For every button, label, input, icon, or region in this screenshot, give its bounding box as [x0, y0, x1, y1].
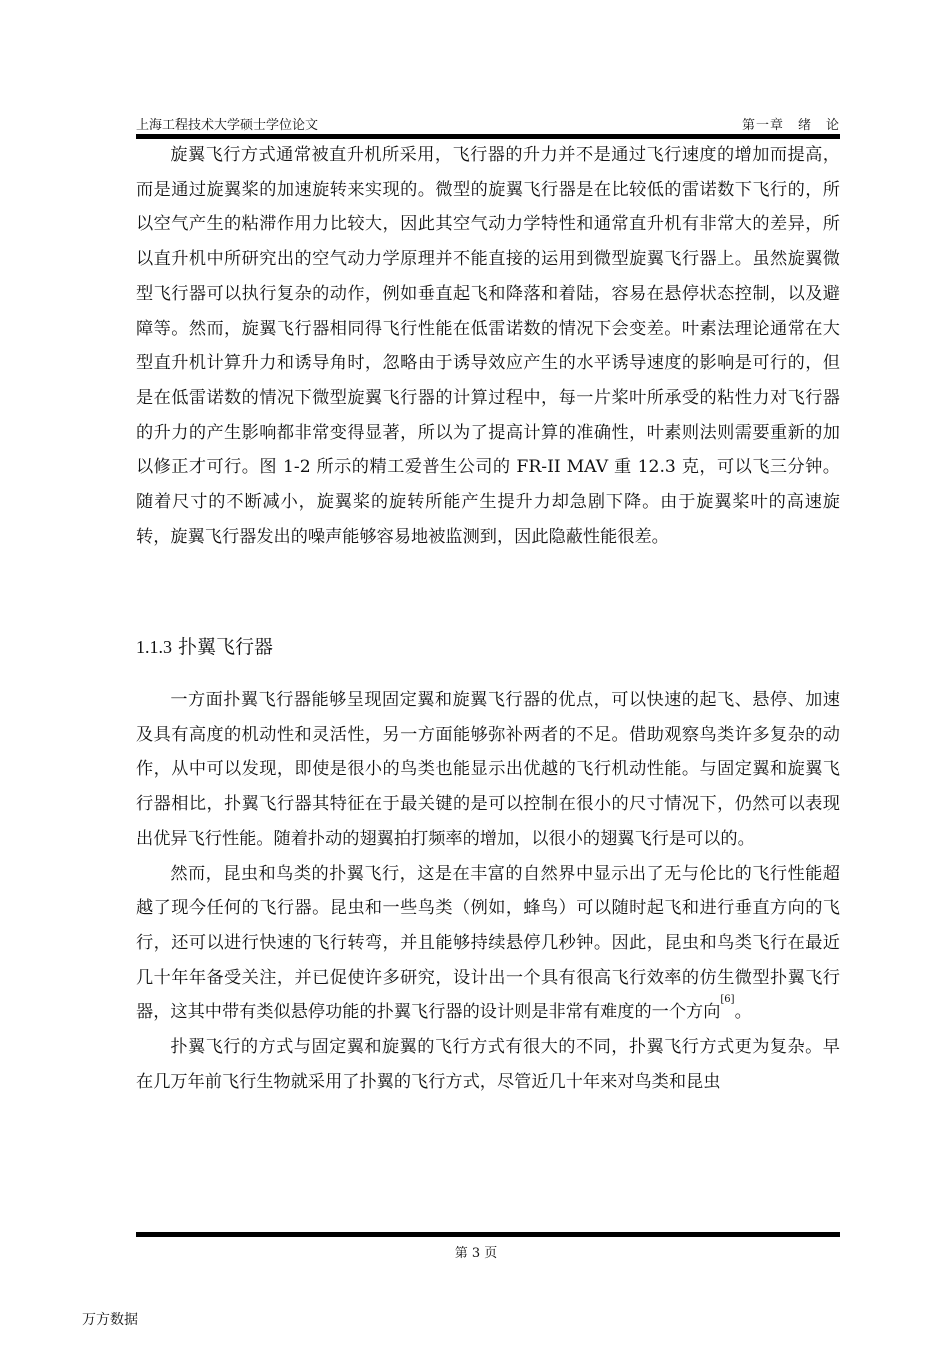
- paragraph-rotor-flight: 旋翼飞行方式通常被直升机所采用，飞行器的升力并不是通过飞行速度的增加而提高，而是通过旋翼桨的加速旋转来实现的。微型的旋翼飞行器是在比较低的雷诺数下飞行的，所以空气产生的粘滞作用力比较大，因此其空气动力学特性和通常直升机有非常大的差异，所以直升机中所研究出的空气动力学原理并不能直接的运用到微型旋翼飞行器上。虽然旋翼微型飞行器可以执行复杂的动作，例如垂直起飞和降落和着陆，容易在悬停状态控制，以及避障等。然而，旋翼飞行器相同得飞行性能在低雷诺数的情况下会变差。叶素法理论通常在大型直升机计算升力和诱导角时，忽略由于诱导效应产生的水平诱导速度的影响是可行的，但是在低雷诺数的情况下微型旋翼飞行器的计算过程中，每一片桨叶所承受的粘性力对飞行器的升力的产生影响都非常变得显著，所以为了提高计算的准确性，叶素则法则需要重新的加以修正才可行。图 1-2 所示的精工爱普生公司的 FR-II MAV 重 12.3 克，可以飞三分钟。随着尺寸的不断减小，旋翼桨的旋转所能产生提升力却急剧下降。由于旋翼桨叶的高速旋转，旋翼飞行器发出的噪声能够容易地被监测到，因此隐蔽性能很差。: [136, 145, 840, 547]
- section-title: 扑翼飞行器: [178, 636, 274, 658]
- paragraph-insects-birds-text: 然而，昆虫和鸟类的扑翼飞行，这是在丰富的自然界中显示出了无与伦比的飞行性能超越了现今任何的飞行器。昆虫和一些鸟类（例如，蜂鸟）可以随时起飞和进行垂直方向的飞行，还可以进行快速的飞行转弯，并且能够持续悬停几秒钟。因此，昆虫和鸟类飞行在最近几十年年备受关注，并已促使许多研究，设计出一个具有很高飞行效率的仿生微型扑翼飞行器，这其中带有类似悬停功能的扑翼飞行器的设计则是非常有难度的一个方向: [136, 863, 840, 1023]
- paragraph-insects-birds-end: 。: [734, 1002, 752, 1023]
- header-thesis-title: 上海工程技术大学硕士学位论文: [136, 118, 319, 133]
- body-text-upper: [136, 138, 840, 554]
- paragraph-insects-birds: [136, 857, 840, 1031]
- page-number: 第 3 页: [454, 1246, 498, 1261]
- paragraph-flapping-complexity: 扑翼飞行的方式与固定翼和旋翼的飞行方式有很大的不同，扑翼飞行方式更为复杂。早在几万年前飞行生物就采用了扑翼的飞行方式，尽管近几十年来对鸟类和昆虫: [136, 1037, 840, 1092]
- section-heading: [136, 632, 273, 659]
- paragraph-flapping-advantages: 一方面扑翼飞行器能够呈现固定翼和旋翼飞行器的优点，可以快速的起飞、悬停、加速及具有高度的机动性和灵活性，另一方面能够弥补两者的不足。借助观察鸟类许多复杂的动作，从中可以发现，即使是很小的鸟类也能显示出优越的飞行机动性能。与固定翼和旋翼飞行器相比，扑翼飞行器其特征在于最关键的是可以控制在很小的尺寸情况下，仍然可以表现出优异飞行性能。随着扑动的翅翼拍打频率的增加，以很小的翅翼飞行是可以的。: [136, 690, 840, 849]
- section-number: 1.1.3: [136, 637, 172, 657]
- footer-rule: [136, 1232, 840, 1237]
- citation-ref[interactable]: [6]: [720, 994, 735, 1006]
- body-text-lower: [136, 683, 840, 1099]
- header-chapter-title: 第一章 绪 论: [741, 118, 840, 133]
- watermark-source: 万方数据: [82, 1312, 138, 1328]
- page-header: [136, 112, 840, 134]
